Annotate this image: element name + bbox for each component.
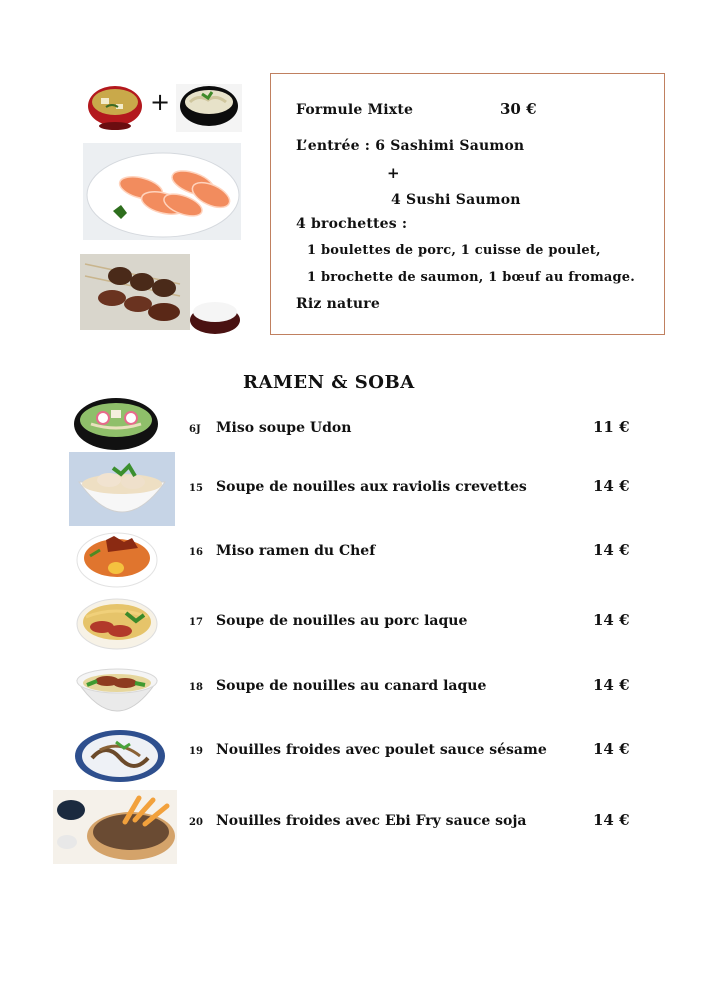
item-name: Soupe de nouilles au porc laque (216, 613, 468, 629)
item-price: 14 € (593, 811, 630, 829)
item-name: Nouilles froides avec Ebi Fry sauce soja (216, 813, 527, 829)
cold-noodles-ebi-fry-image (53, 790, 177, 864)
miso-udon-image (73, 396, 159, 452)
item-name: Miso soupe Udon (216, 420, 352, 436)
formule-brochettes-line2: 1 brochette de saumon, 1 bœuf au fromage. (307, 270, 636, 285)
item-number: 6J (189, 424, 201, 435)
item-name: Soupe de nouilles au canard laque (216, 678, 487, 694)
formule-brochettes-line1: 1 boulettes de porc, 1 cuisse de poulet, (307, 243, 601, 258)
item-price: 14 € (593, 740, 630, 758)
item-number: 19 (189, 746, 203, 757)
item-name: Miso ramen du Chef (216, 543, 376, 559)
duck-laque-soup-image (73, 661, 161, 719)
formule-riz: Riz nature (296, 296, 380, 312)
item-number: 16 (189, 547, 203, 558)
item-number: 15 (189, 483, 203, 494)
item-number: 17 (189, 617, 203, 628)
item-price: 14 € (593, 611, 630, 629)
shrimp-ravioli-soup-image (69, 452, 175, 526)
formule-brochettes-title: 4 brochettes : (296, 216, 408, 232)
brochettes-rice-image (80, 254, 242, 340)
item-number: 18 (189, 682, 203, 693)
item-number: 20 (189, 817, 203, 828)
formule-entree-line: L’entrée : 6 Sashimi Saumon (296, 138, 525, 154)
formule-sushi-line: 4 Sushi Saumon (391, 192, 521, 208)
section-title: RAMEN & SOBA (243, 372, 415, 393)
salad-bowl-image (176, 84, 242, 132)
item-price: 14 € (593, 477, 630, 495)
item-name: Soupe de nouilles aux raviolis crevettes (216, 479, 527, 495)
salmon-sushi-plate-image (83, 143, 241, 240)
item-price: 14 € (593, 676, 630, 694)
item-price: 14 € (593, 541, 630, 559)
pork-laque-soup-image (76, 597, 158, 651)
cold-noodles-chicken-image (74, 728, 166, 784)
combo-plus-sign: + (150, 88, 171, 116)
formule-plus: + (387, 164, 400, 182)
formule-title: Formule Mixte (296, 102, 414, 118)
item-name: Nouilles froides avec poulet sauce sésame (216, 742, 547, 758)
miso-soup-bowl-image (86, 84, 144, 134)
miso-ramen-chef-image (76, 530, 158, 588)
formule-mixte-box (270, 73, 665, 335)
formule-price: 30 € (500, 100, 537, 118)
item-price: 11 € (593, 418, 630, 436)
